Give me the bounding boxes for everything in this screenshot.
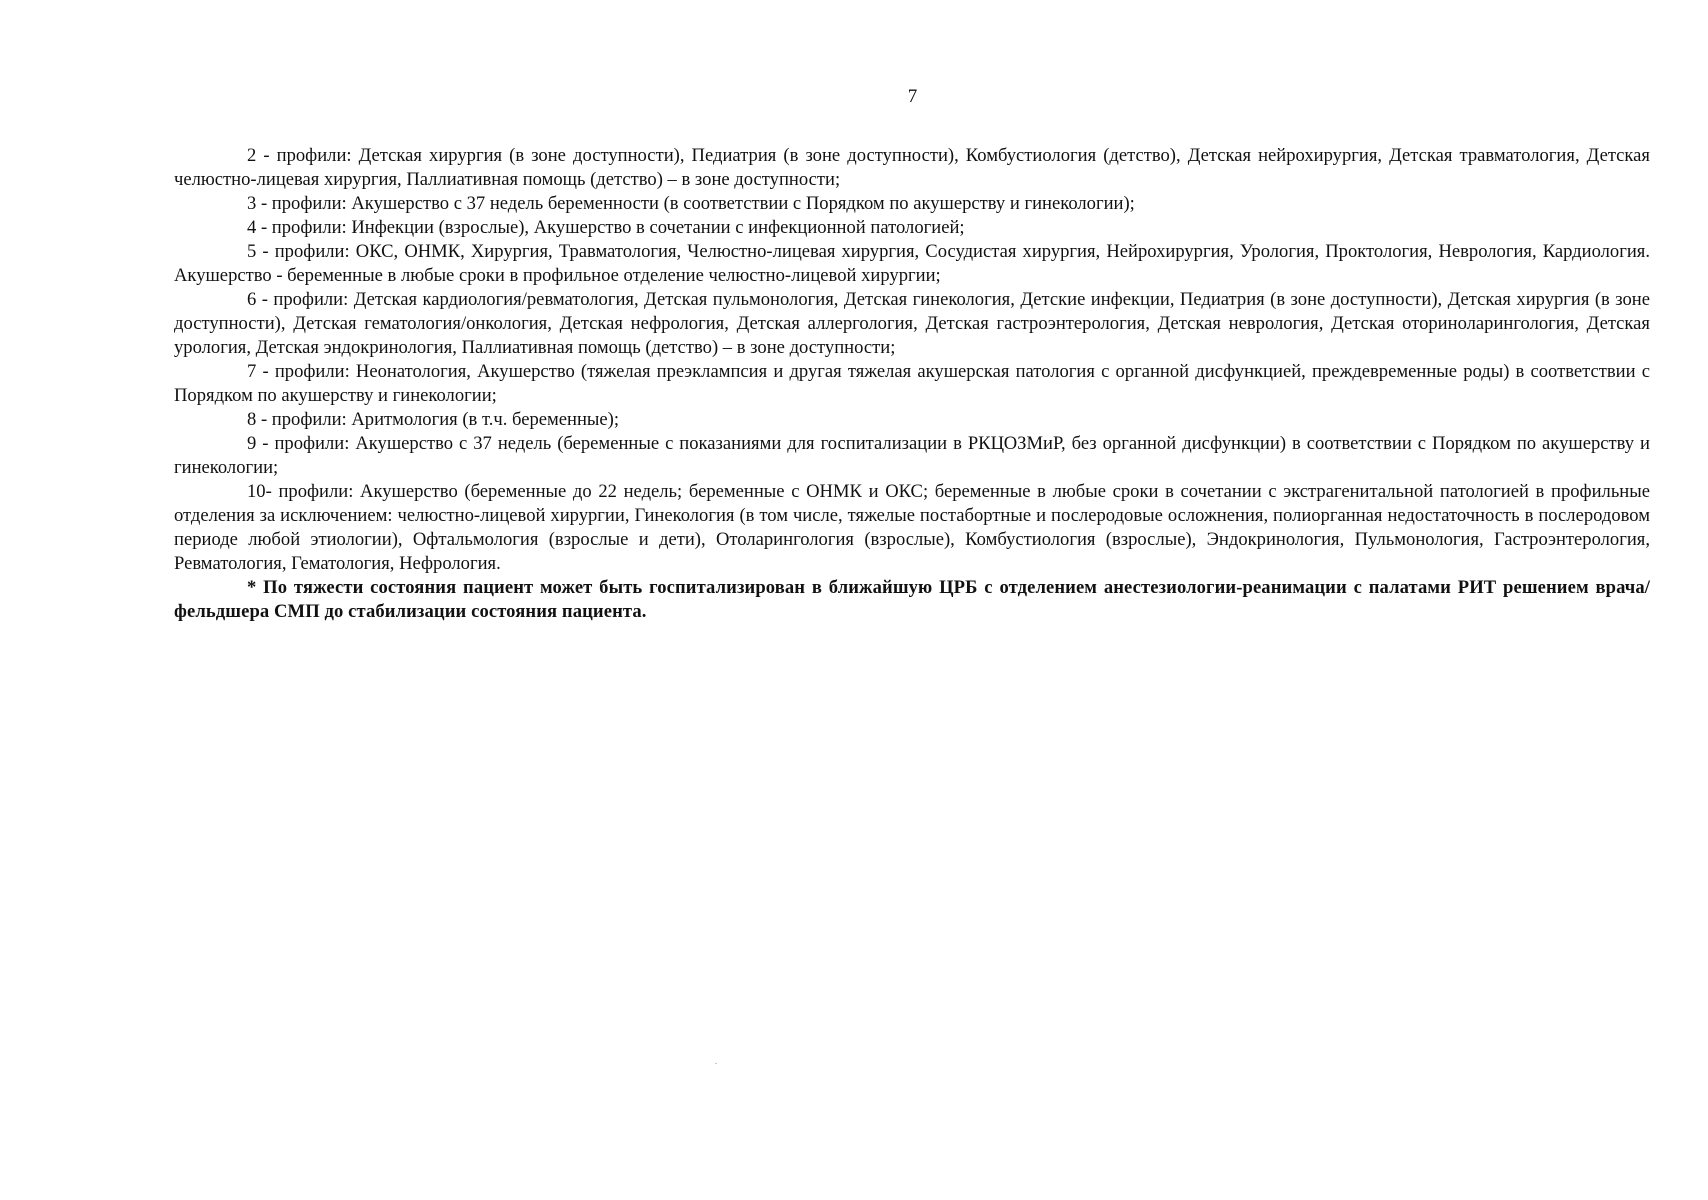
- page-number: 7: [907, 86, 918, 107]
- paragraph-profile-6: 6 - профили: Детская кардиология/ревматология, Детская пульмонология, Детская гинекология, Детские инфекции, Педиатрия (в зоне доступности), Детская хирургия (в зоне доступности), Детская гематология/онкология, Детская нефрология, Детская аллергология, Детская гастроэнтерология, Детская неврология, Детская оториноларингология, Детская урология, Детская эндокринология, Паллиативная помощь (детство) – в зоне доступности;: [174, 289, 1650, 358]
- paragraph-profile-8: 8 - профили: Аритмология (в т.ч. беременные);: [247, 409, 620, 430]
- footnote-note: * По тяжести состояния пациент может быть госпитализирован в ближайшую ЦРБ с отделением анестезиологии-реанимации с палатами РИТ решением врача/фельдшера СМП до стабилизации состояния пациента.: [174, 577, 1650, 622]
- paragraph-profile-5: 5 - профили: ОКС, ОНМК, Хирургия, Травматология, Челюстно-лицевая хирургия, Сосудистая хирургия, Нейрохирургия, Урология, Проктология, Неврология, Кардиология. Акушерство - беременные в любые сроки в профильное отделение челюстно-лицевой хирургии;: [174, 241, 1650, 286]
- scan-artifact: [715, 1063, 717, 1064]
- paragraph-profile-7: 7 - профили: Неонатология, Акушерство (тяжелая преэклампсия и другая тяжелая акушерская патология с органной дисфункцией, преждевременные роды) в соответствии с Порядком по акушерству и гинекологии;: [174, 361, 1650, 406]
- paragraph-profile-4: 4 - профили: Инфекции (взрослые), Акушерство в сочетании с инфекционной патологией;: [247, 217, 965, 238]
- paragraph-profile-3: 3 - профили: Акушерство с 37 недель беременности (в соответствии с Порядком по акушерству и гинекологии);: [247, 193, 1135, 214]
- paragraph-profile-10: 10- профили: Акушерство (беременные до 22 недель; беременные с ОНМК и ОКС; беременные в любые сроки в сочетании с экстрагенитальной патологией в профильные отделения за исключением: челюстно-лицевой хирургии, Гинекология (в том числе, тяжелые постабортные и послеродовые осложнения, полиорганная недостаточность в послеродовом периоде любой этиологии), Офтальмология (взрослые и дети), Отоларингология (взрослые), Комбустиология (взрослые), Эндокринология, Пульмонология, Гастроэнтерология, Ревматология, Гематология, Нефрология.: [174, 481, 1650, 574]
- document-body: [174, 144, 1650, 624]
- paragraph-profile-9: 9 - профили: Акушерство с 37 недель (беременные с показаниями для госпитализации в РКЦОЗМиР, без органной дисфункции) в соответствии с Порядком по акушерству и гинекологии;: [174, 433, 1650, 478]
- paragraph-profile-2: 2 - профили: Детская хирургия (в зоне доступности), Педиатрия (в зоне доступности), Комбустиология (детство), Детская нейрохирургия, Детская травматология, Детская челюстно-лицевая хирургия, Паллиативная помощь (детство) – в зоне доступности;: [174, 145, 1650, 190]
